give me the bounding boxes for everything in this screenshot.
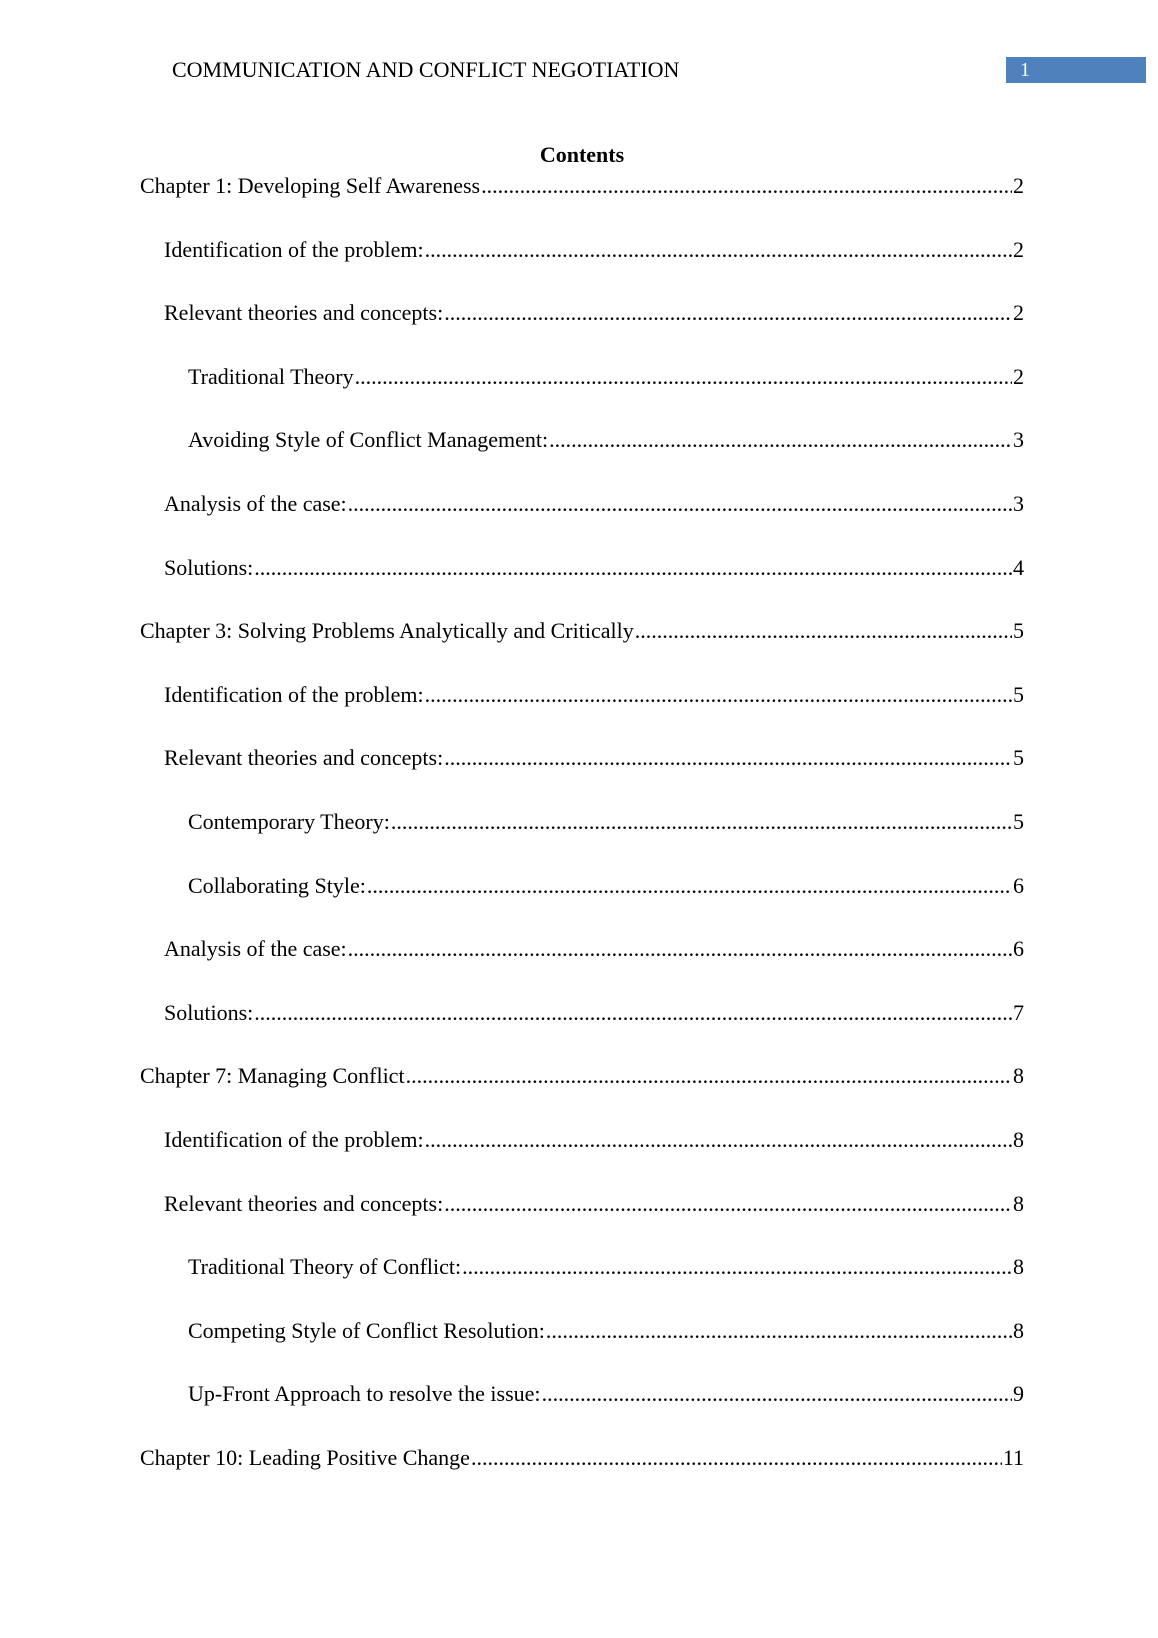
toc-entry-contemporary-theory[interactable]: [140, 807, 1024, 871]
toc-entry-text: Contemporary Theory:: [188, 808, 390, 834]
dot-leader: [462, 1252, 1012, 1282]
toc-entry-analysis-1[interactable]: [140, 489, 1024, 553]
toc-entry-text: Competing Style of Conflict Resolution:: [188, 1317, 545, 1343]
dot-leader: [254, 553, 1012, 583]
toc-entry-page: 2: [1013, 300, 1024, 326]
toc-entry-text: Chapter 3: Solving Problems Analytically and Critically: [140, 618, 634, 644]
toc-entry-text: Solutions:: [164, 554, 254, 580]
toc-entry-text: Avoiding Style of Conflict Management:: [188, 427, 549, 453]
toc-entry-traditional-theory-of-conflict[interactable]: [140, 1252, 1024, 1316]
dot-leader: [348, 489, 1012, 519]
page-number: 1: [1020, 59, 1030, 81]
dot-leader: [444, 1189, 1012, 1219]
dot-leader: [635, 616, 1012, 646]
toc-entry-page: 8: [1013, 1254, 1024, 1280]
toc-entry-chapter-10[interactable]: [140, 1443, 1024, 1507]
dot-leader: [444, 298, 1012, 328]
toc-entry-text: Collaborating Style:: [188, 872, 366, 898]
table-of-contents: [140, 171, 1024, 1506]
toc-entry-text: Chapter 10: Leading Positive Change: [140, 1444, 470, 1470]
toc-entry-page: 9: [1013, 1381, 1024, 1407]
toc-entry-text: Chapter 7: Managing Conflict: [140, 1063, 405, 1089]
toc-entry-text: Analysis of the case:: [164, 936, 347, 962]
toc-entry-page: 8: [1013, 1126, 1024, 1152]
dot-leader: [471, 1443, 1002, 1473]
toc-entry-page: 3: [1013, 427, 1024, 453]
toc-entry-page: 6: [1013, 872, 1024, 898]
toc-entry-chapter-3[interactable]: [140, 616, 1024, 680]
dot-leader: [444, 743, 1012, 773]
toc-entry-text: Up-Front Approach to resolve the issue:: [188, 1381, 541, 1407]
toc-entry-text: Solutions:: [164, 999, 254, 1025]
toc-entry-text: Relevant theories and concepts:: [164, 300, 444, 326]
toc-entry-competing-style[interactable]: [140, 1316, 1024, 1380]
toc-entry-text: Identification of the problem:: [164, 236, 424, 262]
dot-leader: [348, 934, 1012, 964]
dot-leader: [355, 362, 1012, 392]
dot-leader: [549, 425, 1012, 455]
toc-entry-theories-3[interactable]: [140, 743, 1024, 807]
toc-entry-analysis-3[interactable]: [140, 934, 1024, 998]
toc-entry-text: Traditional Theory: [188, 363, 354, 389]
dot-leader: [391, 807, 1012, 837]
toc-entry-text: Relevant theories and concepts:: [164, 745, 444, 771]
toc-entry-page: 5: [1013, 681, 1024, 707]
toc-entry-solutions-3[interactable]: [140, 998, 1024, 1062]
toc-entry-avoiding-style[interactable]: [140, 425, 1024, 489]
toc-entry-chapter-7[interactable]: [140, 1061, 1024, 1125]
page-number-badge: [1006, 57, 1146, 83]
toc-entry-text: Identification of the problem:: [164, 681, 424, 707]
toc-entry-text: Chapter 1: Developing Self Awareness: [140, 173, 481, 198]
toc-entry-text: Relevant theories and concepts:: [164, 1190, 444, 1216]
toc-entry-theories-7[interactable]: [140, 1189, 1024, 1253]
toc-entry-collaborating-style[interactable]: [140, 871, 1024, 935]
toc-entry-page: 8: [1013, 1063, 1024, 1089]
dot-leader: [542, 1379, 1012, 1409]
dot-leader: [546, 1316, 1012, 1346]
dot-leader: [367, 871, 1012, 901]
toc-entry-page: 2: [1013, 363, 1024, 389]
toc-heading: Contents: [539, 142, 625, 167]
toc-entry-page: 5: [1013, 808, 1024, 834]
toc-entry-page: 11: [1002, 1444, 1024, 1470]
toc-entry-up-front-approach[interactable]: [140, 1379, 1024, 1443]
toc-entry-solutions-1[interactable]: [140, 553, 1024, 617]
toc-entry-text: Traditional Theory of Conflict:: [188, 1254, 462, 1280]
toc-entry-page: 5: [1013, 745, 1024, 771]
toc-entry-identification-1[interactable]: [140, 235, 1024, 299]
dot-leader: [425, 235, 1012, 265]
toc-entry-theories-1[interactable]: [140, 298, 1024, 362]
toc-entry-traditional-theory[interactable]: [140, 362, 1024, 426]
toc-entry-text: Identification of the problem:: [164, 1126, 424, 1152]
toc-entry-page: 6: [1013, 936, 1024, 962]
toc-entry-page: 8: [1013, 1317, 1024, 1343]
toc-entry-page: 3: [1013, 490, 1024, 516]
dot-leader: [406, 1061, 1012, 1091]
toc-entry-page: 7: [1013, 999, 1024, 1025]
dot-leader: [425, 680, 1012, 710]
toc-entry-page: 5: [1013, 618, 1024, 644]
running-header-title: COMMUNICATION AND CONFLICT NEGOTIATION: [172, 57, 680, 82]
toc-entry-page: 2: [1013, 173, 1024, 198]
dot-leader: [481, 171, 1012, 201]
toc-entry-identification-7[interactable]: [140, 1125, 1024, 1189]
toc-entry-page: 2: [1013, 236, 1024, 262]
dot-leader: [425, 1125, 1012, 1155]
toc-entry-text: Analysis of the case:: [164, 490, 347, 516]
toc-entry-page: 8: [1013, 1190, 1024, 1216]
dot-leader: [254, 998, 1012, 1028]
toc-entry-identification-3[interactable]: [140, 680, 1024, 744]
toc-entry-page: 4: [1013, 554, 1024, 580]
toc-entry-chapter-1[interactable]: [140, 171, 1024, 235]
